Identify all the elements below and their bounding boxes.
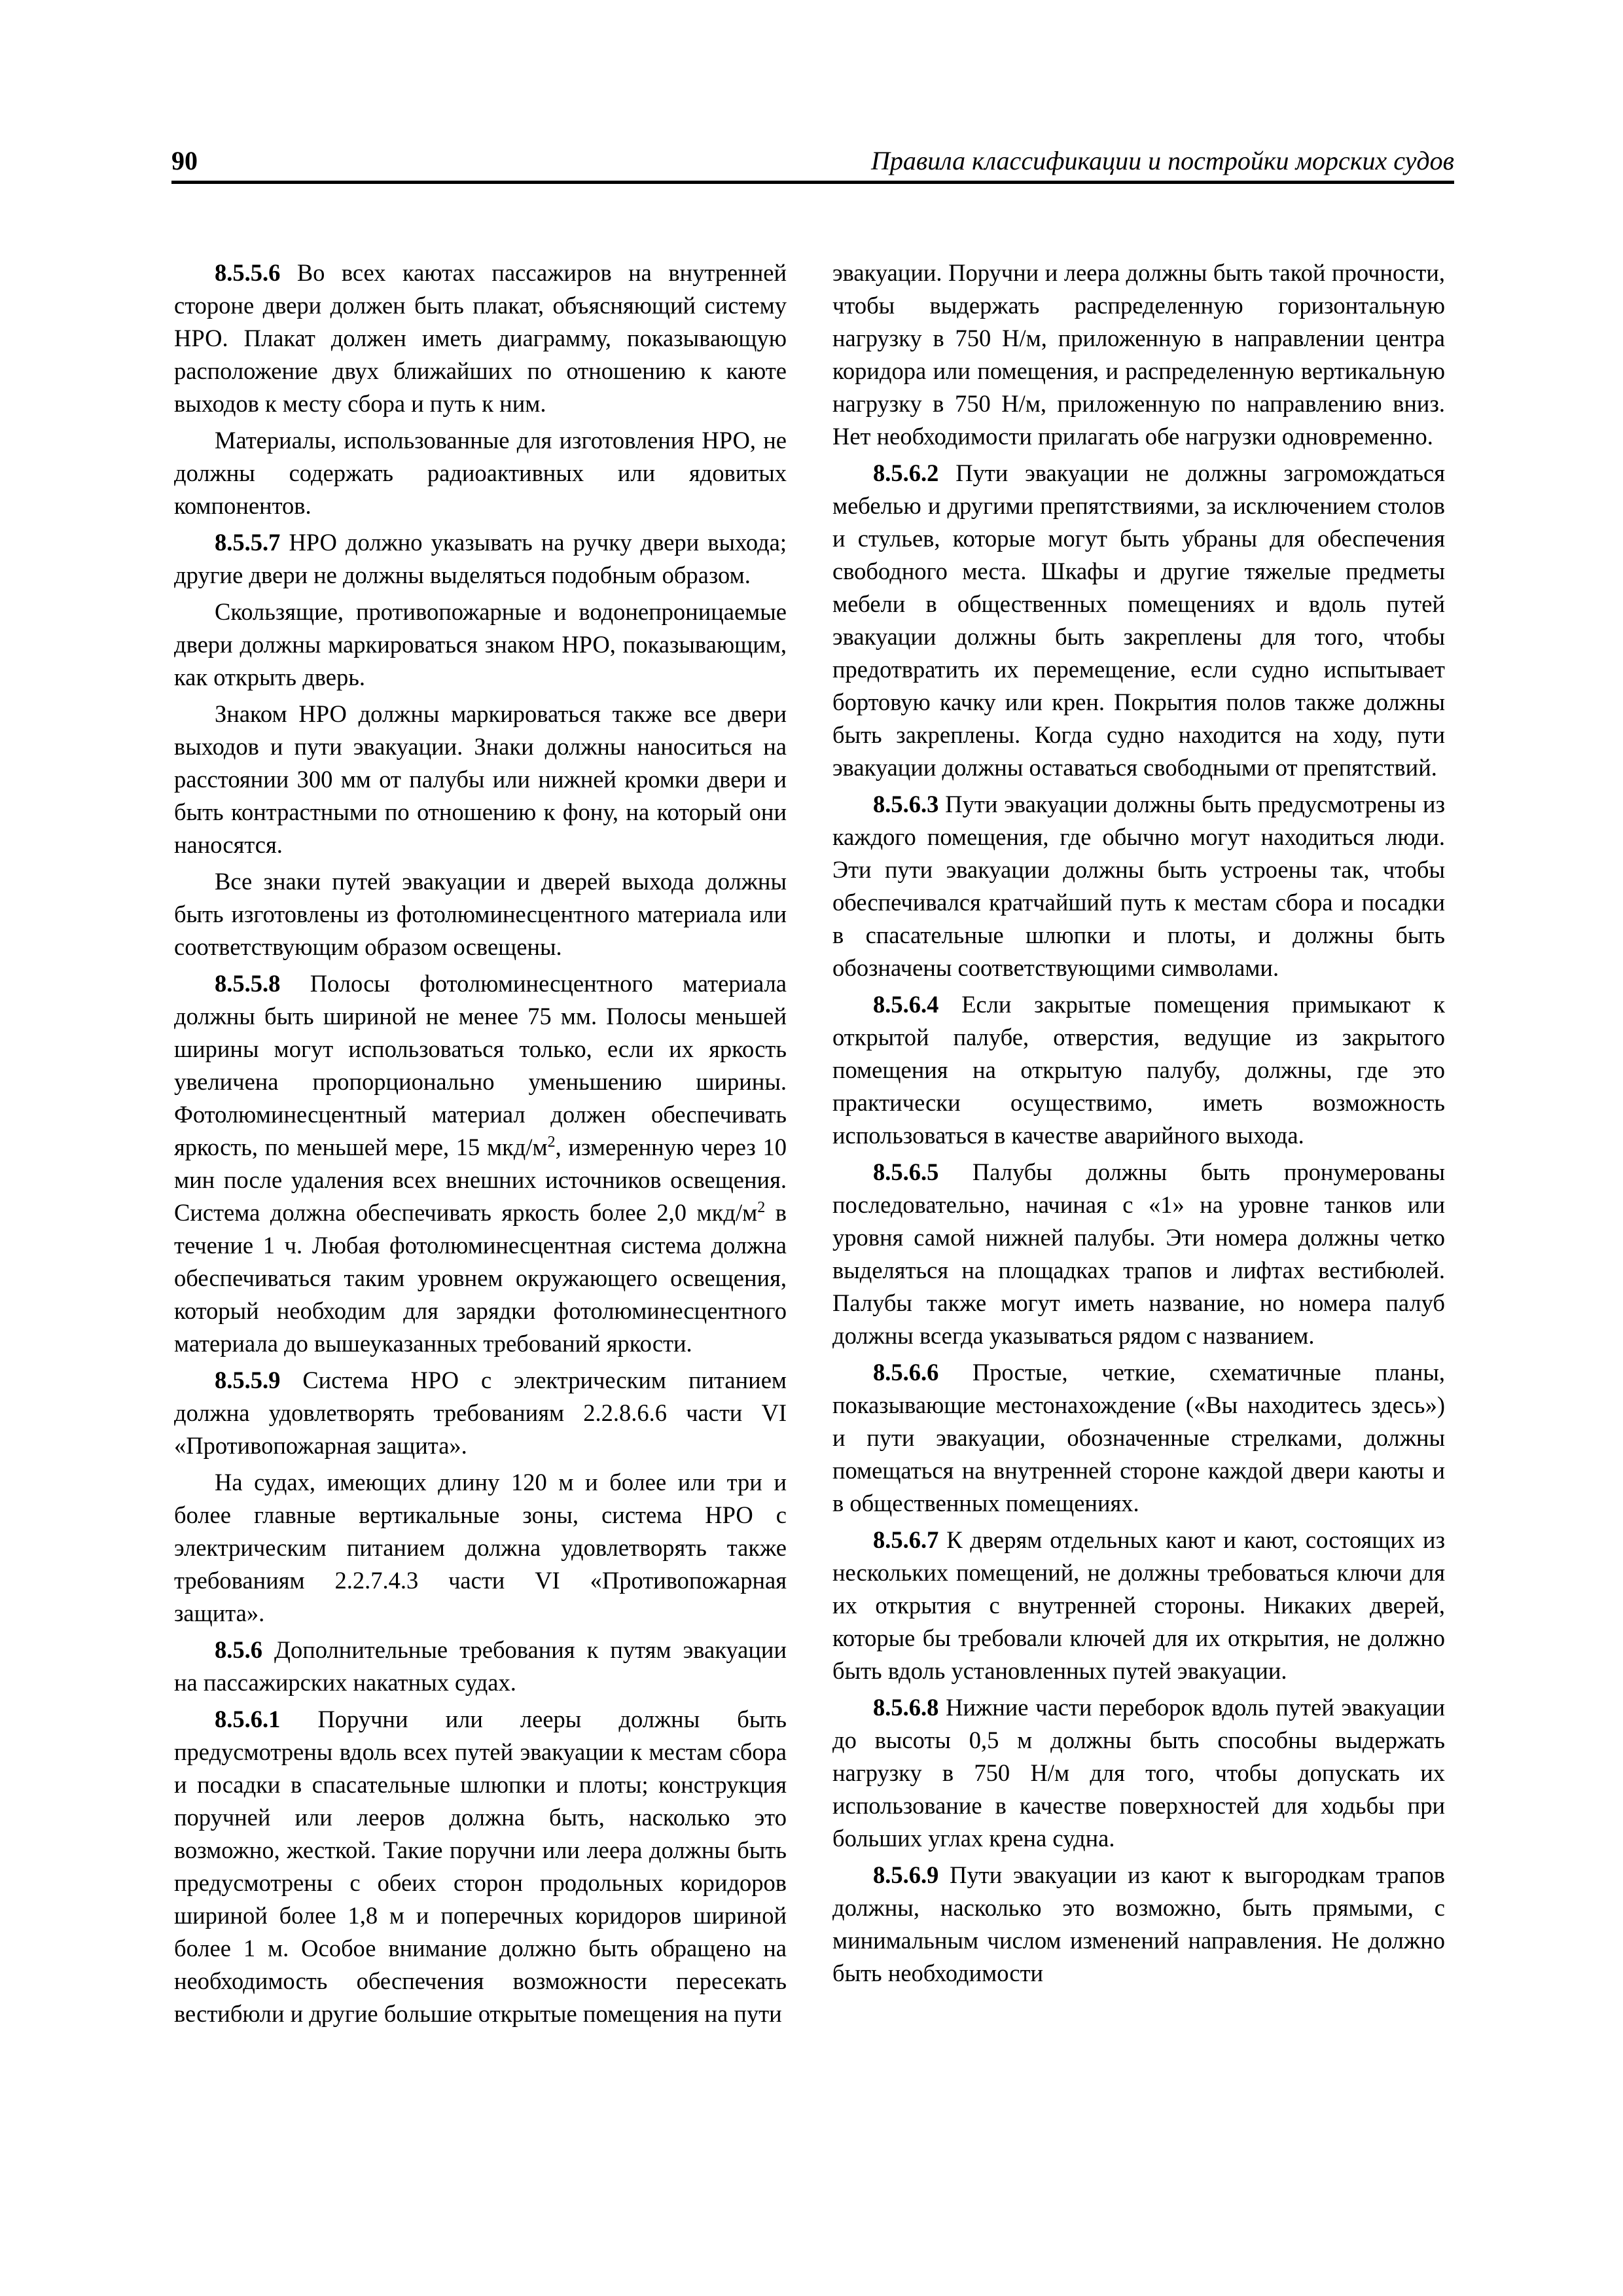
clause-number: 8.5.6.2 <box>873 459 939 486</box>
paragraph-text: Палубы должны быть пронумерованы последовательно, начиная с «1» на уровне танков или уровня самой нижней палубы. Эти номера должны четко выделяться на площадках трапов и лифтах вестибюлей. Палубы также могут иметь название, но номера палуб должны всегда указываться рядом с названием. <box>832 1158 1445 1349</box>
paragraph-8-5-6-5 <box>832 1156 1445 1352</box>
clause-number: 8.5.6 <box>215 1636 262 1663</box>
paragraph-text: , измеренную через 10 мин после удаления всех внешних источников освещения. Система должна обеспечивать яркость более 2,0 мкд/м <box>174 1134 787 1226</box>
clause-number: 8.5.6.3 <box>873 791 939 817</box>
paragraph-sliding-doors <box>174 596 787 694</box>
paragraph-ships-120m <box>174 1466 787 1630</box>
clause-number: 8.5.6.5 <box>873 1158 939 1185</box>
paragraph-text: Если закрытые помещения примыкают к открытой палубе, отверстия, ведущие из закрытого помещения на открытую палубу, должны, где это практически осуществимо, иметь возможность использоваться в качестве аварийного выхода. <box>832 991 1445 1149</box>
paragraph-8-5-5-7 <box>174 526 787 592</box>
paragraph-text: Скользящие, противопожарные и водонепроницаемые двери должны маркироваться знаком НРО, показывающим, как открыть дверь. <box>174 598 787 691</box>
paragraph-text: Поручни или лееры должны быть предусмотрены вдоль всех путей эвакуации к местам сбора и посадки в спасательные шлюпки и плоты; конструкция поручней или лееров должна быть, насколько это возможно, жесткой. Такие поручни или леера должны быть предусмотрены с обеих сторон продольных коридоров шириной более 1,8 м и поперечных коридоров шириной более 1 м. Особое внимание должно быть обращено на необходимость обеспечения возможности пересекать вестибюли и другие большие открытые помещения на пути <box>174 1706 787 2027</box>
right-column <box>832 257 1445 1994</box>
clause-number: 8.5.6.7 <box>873 1526 939 1553</box>
clause-number: 8.5.6.8 <box>873 1694 939 1721</box>
paragraph-text: К дверям отдельных кают и кают, состоящих из нескольких помещений, не должны требоваться ключи для их открытия с внутренней стороны. Никаких дверей, которые бы требовали ключей для их открытия, не должно быть вдоль установленных путей эвакуации. <box>832 1526 1445 1684</box>
paragraph-text: Все знаки путей эвакуации и дверей выхода должны быть изготовлены из фотолюминесцентного материала или соответствующим образом освещены. <box>174 868 787 960</box>
clause-number: 8.5.5.9 <box>215 1367 281 1393</box>
paragraph-text: Во всех каютах пассажиров на внутренней стороне двери должен быть плакат, объясняющий систему НРО. Плакат должен иметь диаграмму, показывающую расположение двух ближайших по отношению к каюте выходов к месту сбора и путь к ним. <box>174 259 787 417</box>
paragraph-text: Пути эвакуации из кают к выгородкам трапов должны, насколько это возможно, быть прямыми, с минимальным числом изменений направления. Не должно быть необходимости <box>832 1861 1445 1986</box>
paragraph-text: Система НРО с электрическим питанием должна удовлетворять требованиям 2.2.8.6.6 части VI «Противопожарная защита». <box>174 1367 787 1459</box>
clause-number: 8.5.6.9 <box>873 1861 939 1888</box>
clause-number: 8.5.6.1 <box>215 1706 281 1732</box>
page-number: 90 <box>171 146 198 175</box>
paragraph-materials <box>174 424 787 522</box>
paragraph-text: Знаком НРО должны маркироваться также все двери выходов и пути эвакуации. Знаки должны наноситься на расстоянии 300 мм от палубы или нижней кромки двери и быть контрастными по отношению к фону, на который они наносятся. <box>174 700 787 858</box>
paragraph-text: в течение 1 ч. Любая фотолюминесцентная система должна обеспечиваться таким уровнем окружающего освещения, который необходим для зарядки фотолюминесцентного материала до вышеуказанных требований яркости. <box>174 1199 787 1357</box>
paragraph-all-signs <box>174 865 787 963</box>
paragraph-8-5-6-1 <box>174 1703 787 2030</box>
clause-number: 8.5.5.7 <box>215 529 281 556</box>
clause-number: 8.5.6.6 <box>873 1359 939 1386</box>
paragraph-continued <box>832 257 1445 453</box>
running-title: Правила классификации и постройки морских судов <box>870 146 1454 175</box>
paragraph-8-5-5-8 <box>174 967 787 1360</box>
paragraph-8-5-6-7 <box>832 1524 1445 1687</box>
paragraph-text: эвакуации. Поручни и леера должны быть такой прочности, чтобы выдержать распределенную горизонтальную нагрузку в 750 Н/м, приложенную в направлении центра коридора или помещения, и распределенную вертикальную нагрузку в 750 Н/м, приложенную по направлению вниз. Нет необходимости прилагать обе нагрузки одновременно. <box>832 259 1445 450</box>
header-rule <box>171 181 1454 184</box>
paragraph-8-5-5-6 <box>174 257 787 420</box>
paragraph-text: На судах, имеющих длину 120 м и более или три и более главные вертикальные зоны, система НРО с электрическим питанием должна удовлетворять также требованиям 2.2.7.4.3 части VI «Противопожарная защита». <box>174 1469 787 1626</box>
superscript: 2 <box>547 1133 556 1151</box>
paragraph-text: НРО должно указывать на ручку двери выхода; другие двери не должны выделяться подобным образом. <box>174 529 787 588</box>
paragraph-8-5-6 <box>174 1634 787 1699</box>
paragraph-8-5-6-9 <box>832 1859 1445 1990</box>
paragraph-text: Дополнительные требования к путям эвакуации на пассажирских накатных судах. <box>174 1636 787 1696</box>
page-header <box>171 143 1454 179</box>
paragraph-text: Пути эвакуации должны быть предусмотрены из каждого помещения, где обычно могут находиться люди. Эти пути эвакуации должны быть устроены так, чтобы обеспечивался кратчайший путь к местам сбора и посадки в спасательные шлюпки и плоты, и должны быть обозначены соответствующими символами. <box>832 791 1445 981</box>
paragraph-8-5-6-2 <box>832 457 1445 784</box>
left-column <box>174 257 787 2034</box>
paragraph-text: Полосы фотолюминесцентного материала должны быть шириной не менее 75 мм. Полосы меньшей ширины могут использоваться только, если их яркость увеличена пропорционально уменьшению ширины. Фотолюминесцентный материал должен обеспечивать яркость, по меньшей мере, 15 мкд/м <box>174 970 787 1160</box>
paragraph-8-5-6-3 <box>832 788 1445 984</box>
superscript: 2 <box>757 1198 766 1216</box>
paragraph-8-5-6-4 <box>832 988 1445 1152</box>
clause-number: 8.5.6.4 <box>873 991 939 1018</box>
paragraph-8-5-5-9 <box>174 1364 787 1462</box>
paragraph-8-5-6-8 <box>832 1691 1445 1855</box>
paragraph-text: Пути эвакуации не должны загромождаться мебелью и другими препятствиями, за исключением столов и стульев, которые могут быть убраны для обеспечения свободного места. Шкафы и другие тяжелые предметы мебели в общественных помещениях и вдоль путей эвакуации должны быть закреплены для того, чтобы предотвратить их перемещение, если судно испытывает бортовую качку или крен. Покрытия полов также должны быть закреплены. Когда судно находится на ходу, пути эвакуации должны оставаться свободными от препятствий. <box>832 459 1445 781</box>
paragraph-text: Простые, четкие, схематичные планы, показывающие местонахождение («Вы находитесь здесь») и пути эвакуации, обозначенные стрелками, должны помещаться на внутренней стороне каждой двери каюты и в общественных помещениях. <box>832 1359 1445 1516</box>
paragraph-text: Материалы, использованные для изготовления НРО, не должны содержать радиоактивных или ядовитых компонентов. <box>174 427 787 519</box>
paragraph-8-5-6-6 <box>832 1356 1445 1520</box>
clause-number: 8.5.5.6 <box>215 259 281 286</box>
paragraph-text: Нижние части переборок вдоль путей эвакуации до высоты 0,5 м должны быть способны выдержать нагрузку в 750 Н/м для того, чтобы допускать их использование в качестве поверхностей для ходьбы при больших углах крена судна. <box>832 1694 1445 1852</box>
paragraph-exit-marking <box>174 698 787 861</box>
clause-number: 8.5.5.8 <box>215 970 281 997</box>
